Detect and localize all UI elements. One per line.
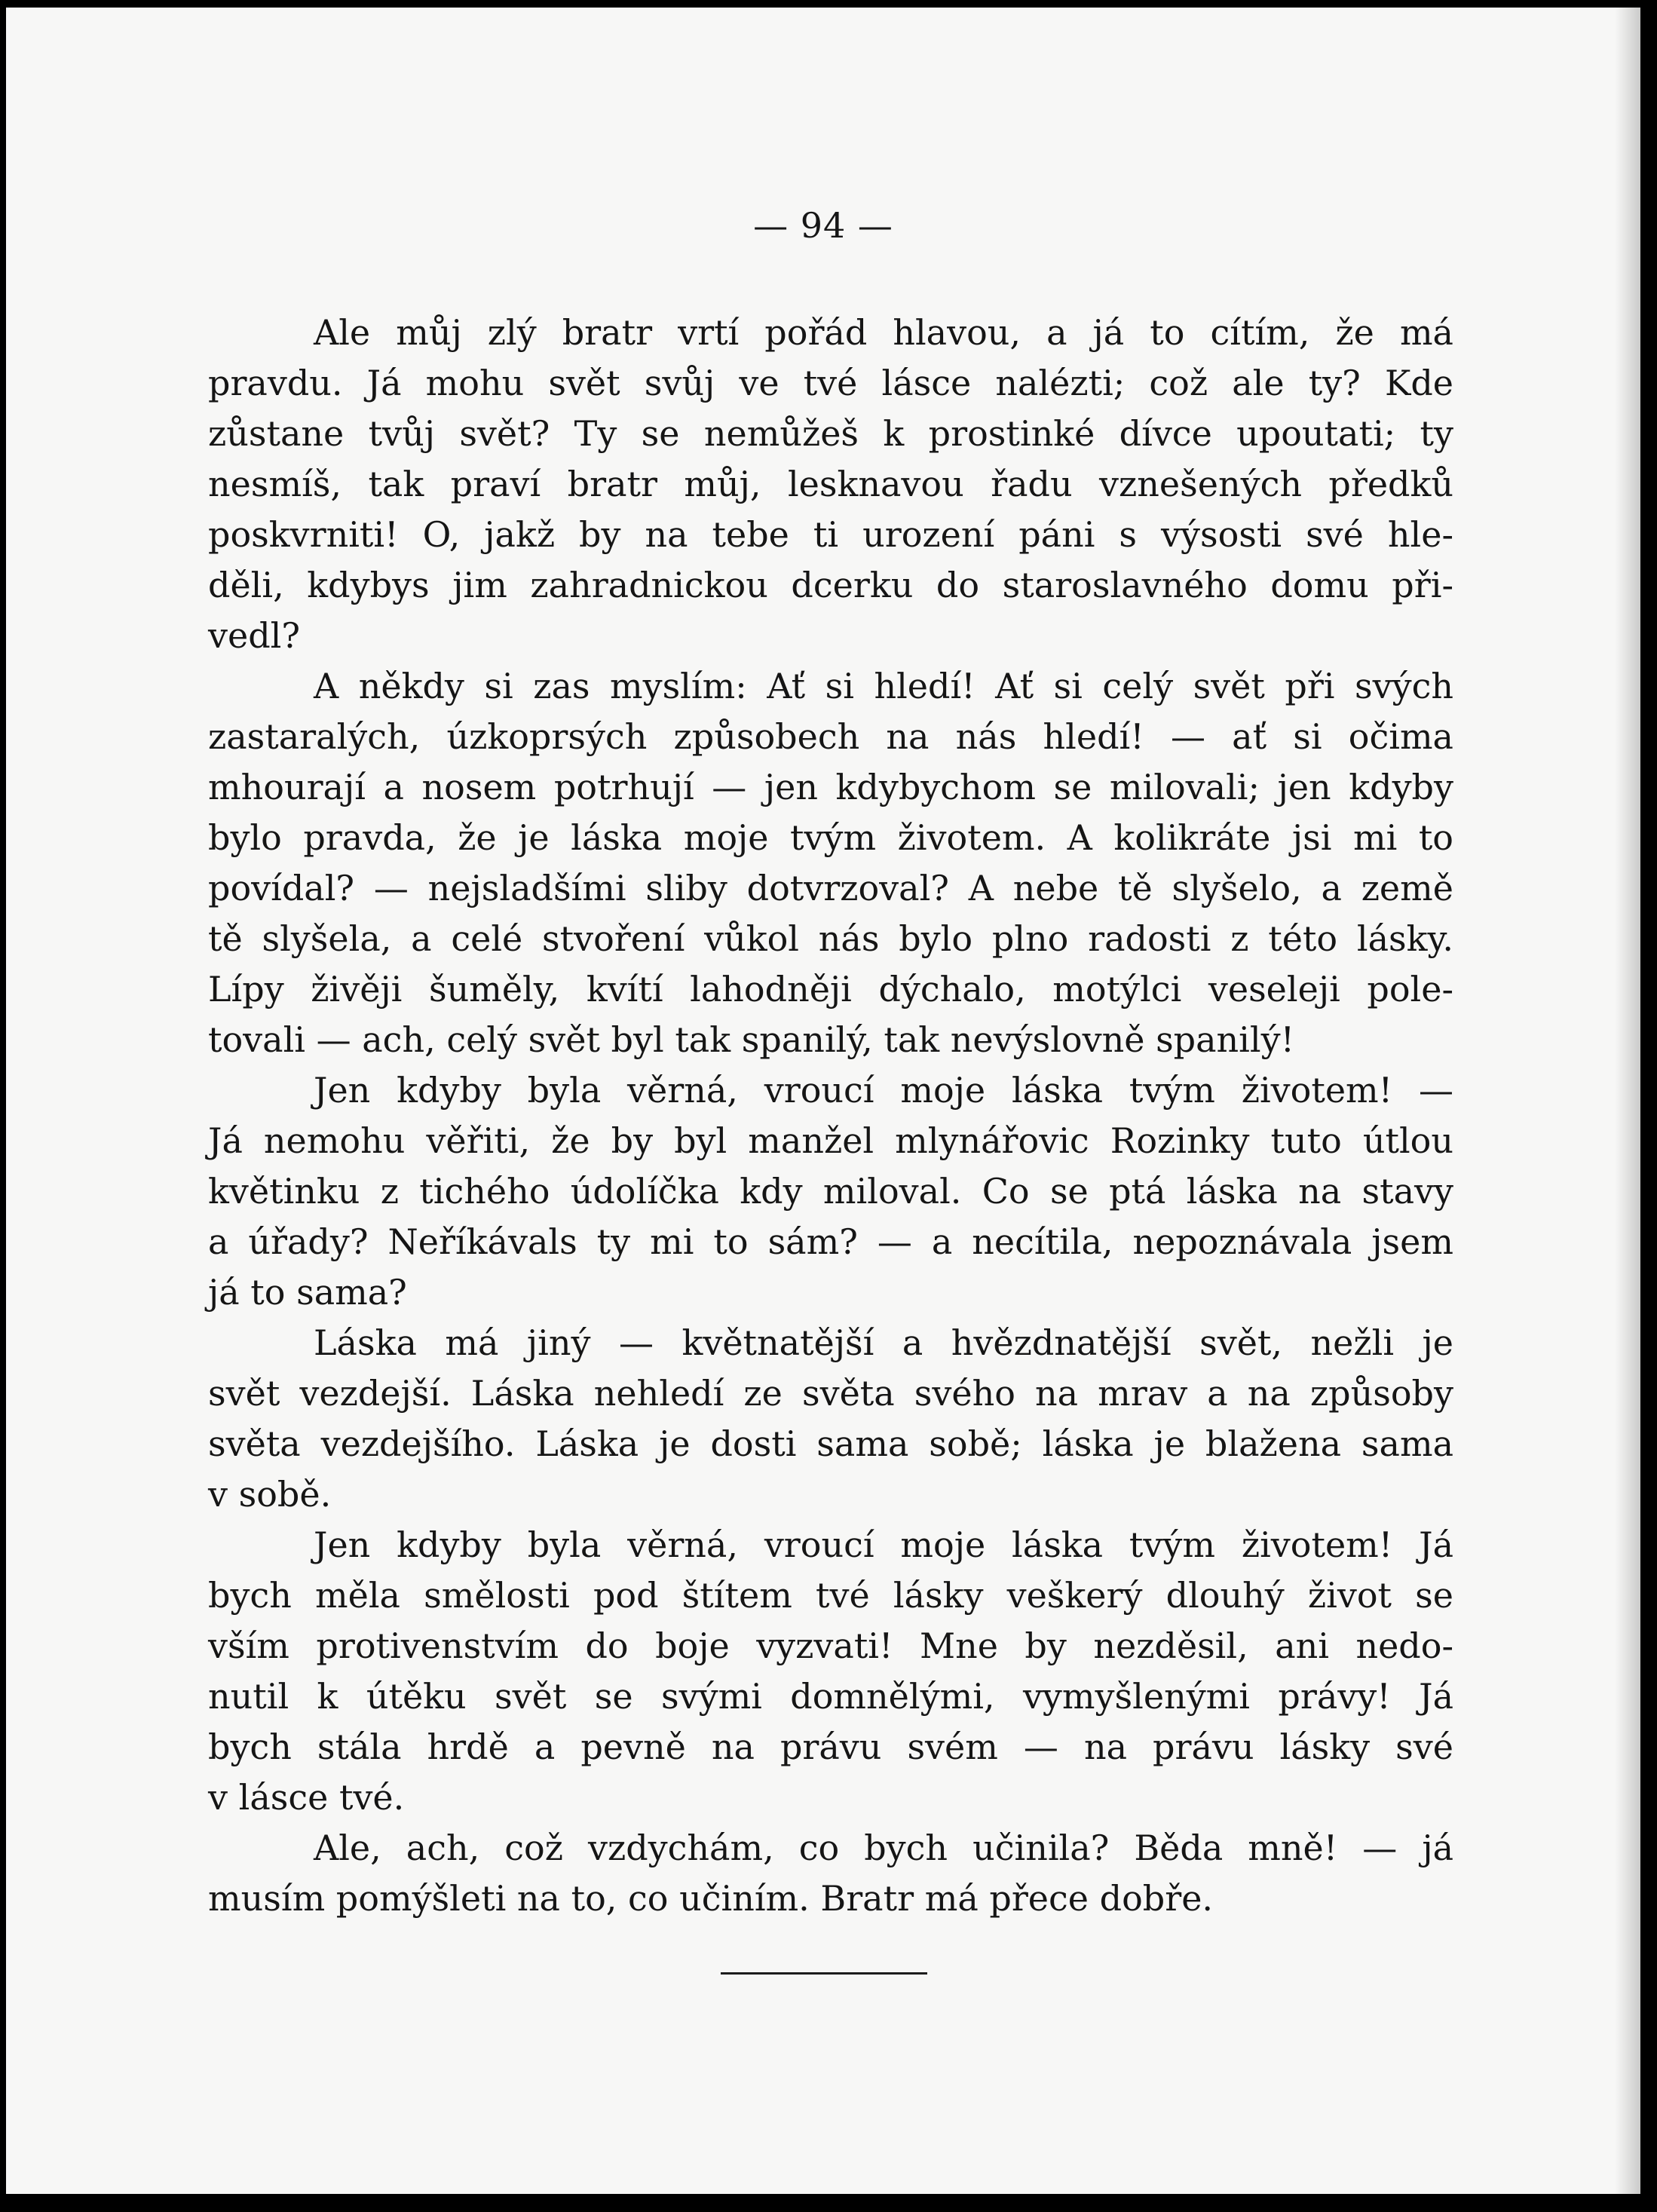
- text-line: Já nemohu věřiti, že by byl manžel mlynářovic Rozinky tuto útlou: [208, 1120, 1453, 1161]
- text-line: zůstane tvůj svět? Ty se nemůžeš k prostinké dívce upoutati; ty: [208, 413, 1453, 454]
- text-line: vším protivenstvím do boje vyzvati! Mne by nezděsil, ani nedo-: [208, 1625, 1453, 1666]
- book-page: [6, 8, 1640, 2194]
- text-line: a úřady? Neříkávals ty mi to sám? — a necítila, nepoznávala jsem: [208, 1221, 1453, 1262]
- text-line: Lípy živěji šuměly, kvítí lahodněji dýchalo, motýlci veseleji pole-: [208, 969, 1453, 1009]
- text-line: svět vezdejší. Láska nehledí ze světa svého na mrav a na způsoby: [208, 1373, 1453, 1414]
- text-line: musím pomýšleti na to, co učiním. Bratr má přece dobře.: [208, 1878, 1214, 1919]
- text-line: mhourají a nosem potrhují — jen kdybychom se milovali; jen kdyby: [208, 767, 1453, 807]
- page-number: — 94 —: [753, 205, 893, 246]
- text-line: zastaralých, úzkoprsých způsobech na nás hledí! — ať si očima: [208, 716, 1453, 757]
- text-line: bylo pravda, že je láska moje tvým životem. A kolikráte jsi mi to: [208, 817, 1453, 858]
- text-line: květinku z tichého údolíčka kdy miloval. Co se ptá láska na stavy: [208, 1171, 1453, 1212]
- text-line: Jen kdyby byla věrná, vroucí moje láska tvým životem! Já: [314, 1524, 1453, 1565]
- body-text: [208, 308, 1453, 1924]
- text-line: v lásce tvé.: [208, 1777, 405, 1818]
- text-line: vedl?: [208, 615, 301, 656]
- text-line: A někdy si zas myslím: Ať si hledí! Ať si celý svět při svých: [314, 666, 1453, 706]
- text-line: pravdu. Já mohu svět svůj ve tvé lásce nalézti; což ale ty? Kde: [208, 363, 1453, 403]
- text-line: tovali — ach, celý svět byl tak spanilý, tak nevýslovně spanilý!: [208, 1019, 1295, 1060]
- page-edge-shadow: [1615, 8, 1640, 2194]
- text-line: v sobě.: [208, 1474, 332, 1515]
- section-end-rule: [721, 1972, 927, 1975]
- text-line: poskvrniti! O, jakž by na tebe ti urození páni s výsosti své hle-: [208, 514, 1453, 555]
- text-line: já to sama?: [208, 1272, 407, 1313]
- text-line: Ale můj zlý bratr vrtí pořád hlavou, a já to cítím, že má: [314, 312, 1453, 353]
- text-line: bych měla smělosti pod štítem tvé lásky veškerý dlouhý život se: [208, 1575, 1453, 1616]
- text-line: bych stála hrdě a pevně na právu svém — na právu lásky své: [208, 1726, 1453, 1767]
- text-line: nutil k útěku svět se svými domnělými, vymyšlenými právy! Já: [208, 1676, 1453, 1717]
- text-line: světa vezdejšího. Láska je dosti sama sobě; láska je blažena sama: [208, 1423, 1453, 1464]
- text-line: děli, kdybys jim zahradnickou dcerku do staroslavného domu při-: [208, 565, 1453, 605]
- text-line: tě slyšela, a celé stvoření vůkol nás bylo plno radosti z této lásky.: [208, 918, 1453, 959]
- text-line: Láska má jiný — květnatější a hvězdnatější svět, nežli je: [314, 1322, 1453, 1363]
- text-line: nesmíš, tak praví bratr můj, lesknavou řadu vznešených předků: [208, 464, 1453, 504]
- text-line: povídal? — nejsladšími sliby dotvrzoval? A nebe tě slyšelo, a země: [208, 868, 1453, 908]
- text-line: Ale, ach, což vzdychám, co bych učinila? Běda mně! — já: [314, 1828, 1453, 1868]
- text-line: Jen kdyby byla věrná, vroucí moje láska tvým životem! —: [314, 1070, 1453, 1111]
